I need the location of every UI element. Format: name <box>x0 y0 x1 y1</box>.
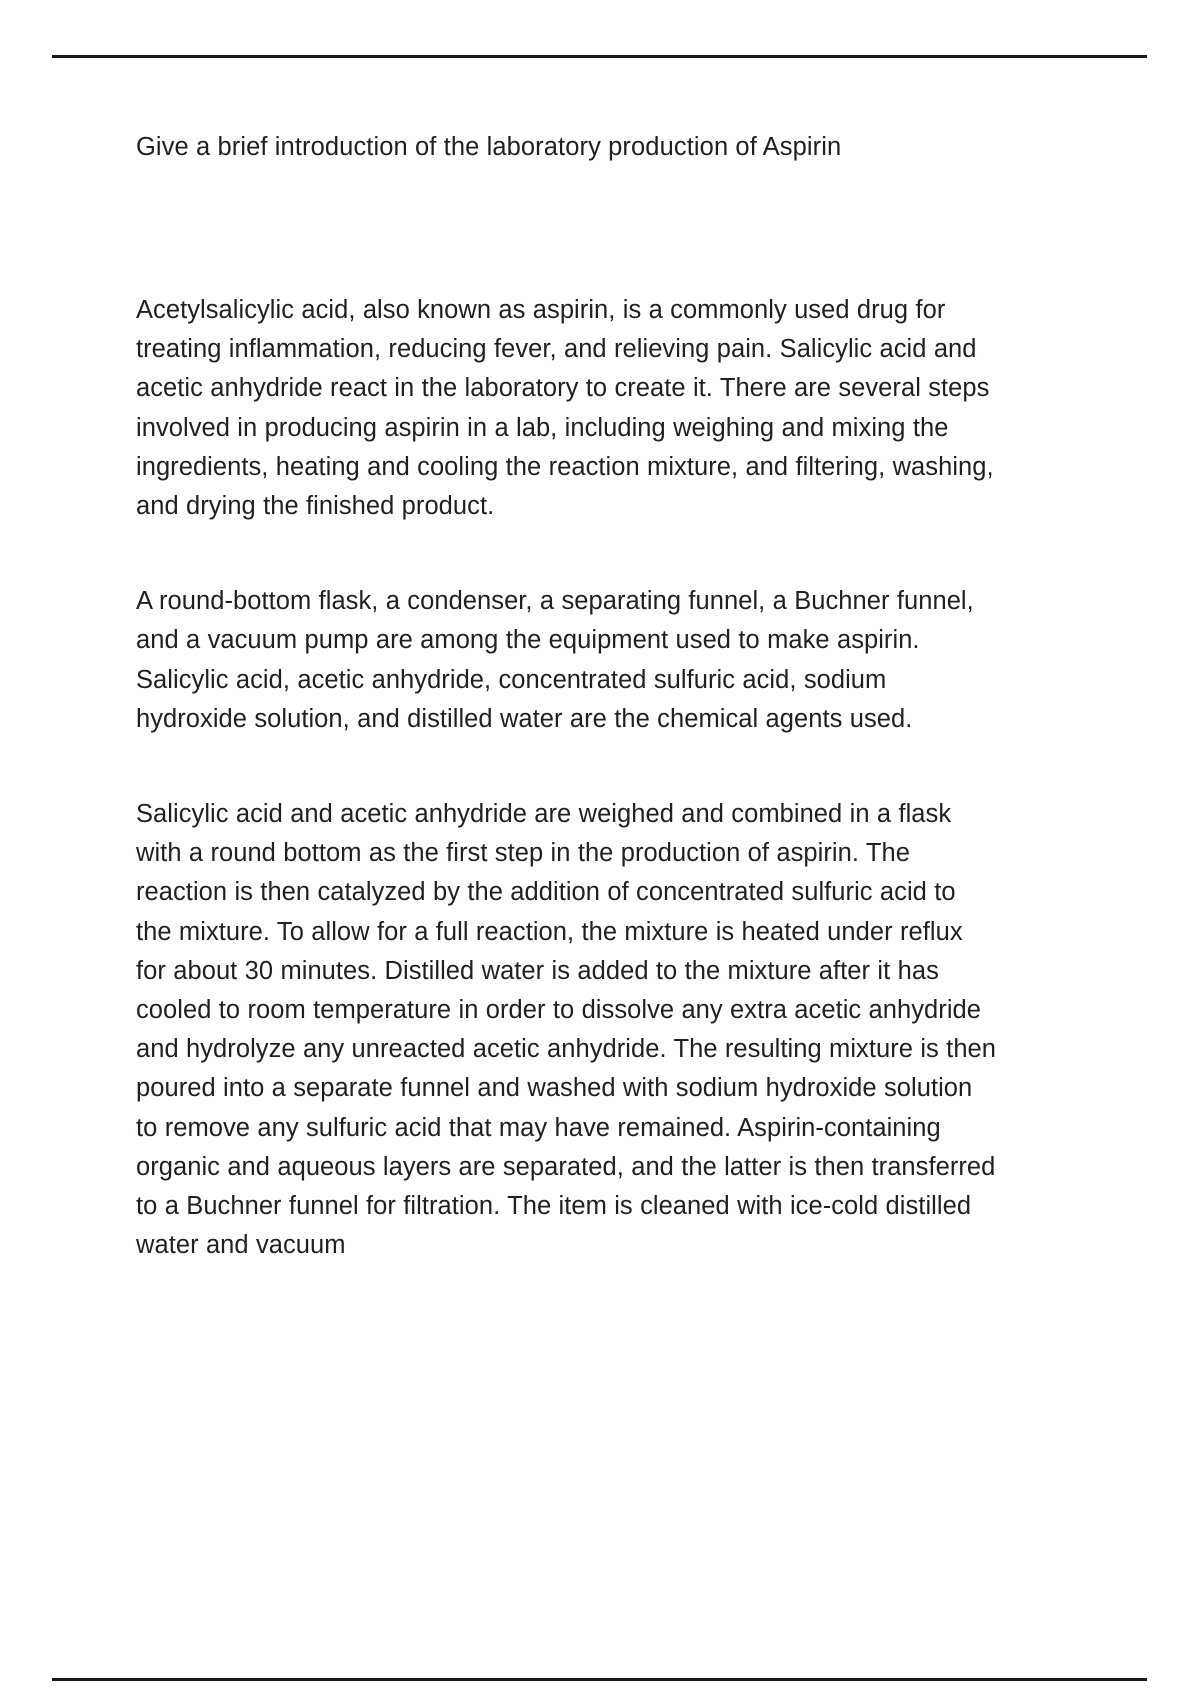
document-body <box>136 291 998 1265</box>
document-title-line: Give a brief introduction of the laboratory production of Aspirin <box>136 133 842 161</box>
document-content <box>136 128 998 1265</box>
paragraph-1: Acetylsalicylic acid, also known as aspirin, is a commonly used drug for treating inflammation, reducing fever, and relieving pain. Salicylic acid and acetic anhydride react in the laboratory to create it. There are several steps involved in producing aspirin in a lab, including weighing and mixing the ingredients, heating and cooling the reaction mixture, and filtering, washing, and drying the finished product. <box>136 296 994 521</box>
page-top-rule <box>52 55 1147 58</box>
page-bottom-rule <box>52 1678 1147 1681</box>
paragraph-2: A round-bottom flask, a condenser, a separating funnel, a Buchner funnel, and a vacuum pump are among the equipment used to make aspirin. Salicylic acid, acetic anhydride, concentrated sulfuric acid, sodium hydroxide solution, and distilled water are the chemical agents used. <box>136 587 974 733</box>
paragraph-3: Salicylic acid and acetic anhydride are weighed and combined in a flask with a round bottom as the first step in the production of aspirin. The reaction is then catalyzed by the addition of concentrated sulfuric acid to the mixture. To allow for a full reaction, the mixture is heated under reflux for about 30 minutes. Distilled water is added to the mixture after it has cooled to room temperature in order to dissolve any extra acetic anhydride and hydrolyze any unreacted acetic anhydride. The resulting mixture is then poured into a separate funnel and washed with sodium hydroxide solution to remove any sulfuric acid that may have remained. Aspirin-containing organic and aqueous layers are separated, and the latter is then transferred to a Buchner funnel for filtration. The item is cleaned with ice-cold distilled water and vacuum <box>136 800 997 1260</box>
